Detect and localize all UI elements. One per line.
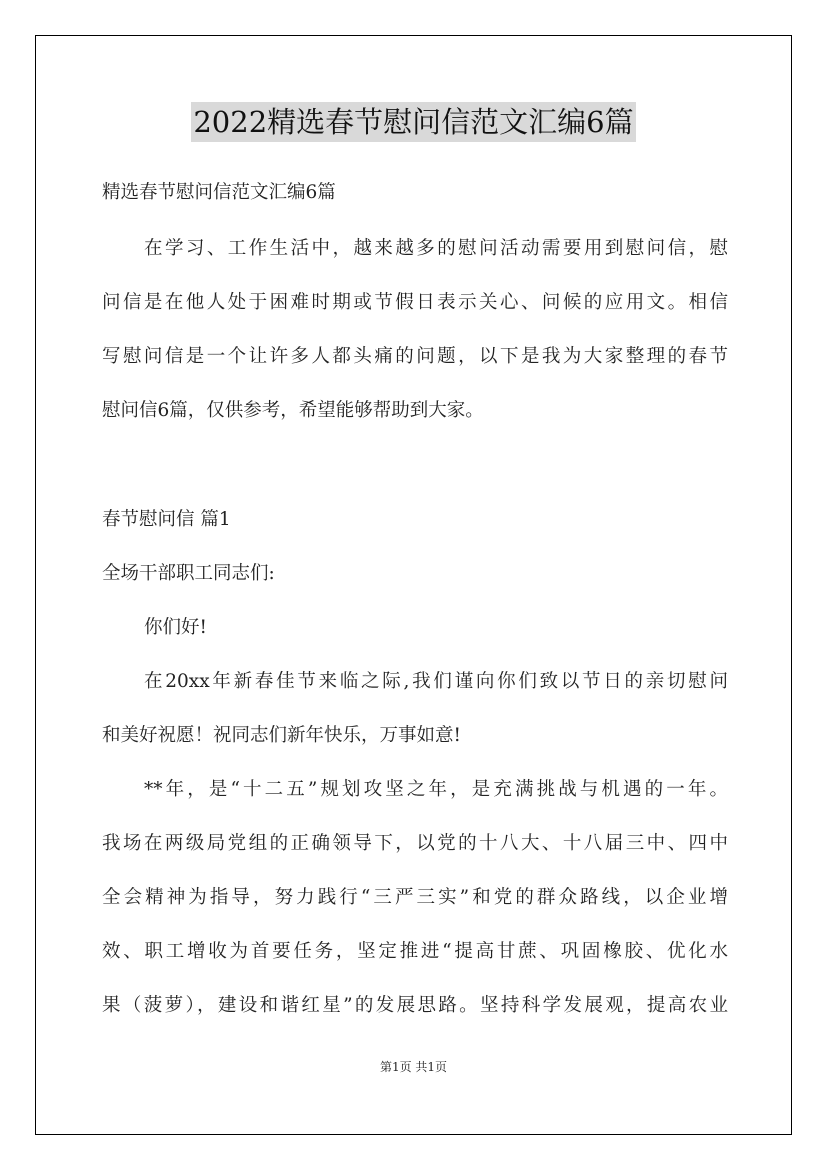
document-title: 2022精选春节慰问信范文汇编6篇	[191, 102, 635, 142]
intro-line-1: 在学习、工作生活中，越来越多的慰问活动需要用到慰问信，慰	[144, 238, 728, 259]
intro-line-2: 问信是在他人处于困难时期或节假日表示关心、问候的应用文。相信	[102, 292, 728, 313]
para2-line-5: 果（菠萝），建设和谐红星”的发展思路。坚持科学发展观，提高农业	[102, 995, 728, 1016]
para2-line-2: 我场在两级局党组的正确领导下，以党的十八大、十八届三中、四中	[102, 833, 728, 854]
intro-line-4: 慰问信6篇，仅供参考，希望能够帮助到大家。	[102, 400, 484, 421]
intro-line-3: 写慰问信是一个让许多人都头痛的问题，以下是我为大家整理的春节	[102, 346, 728, 367]
para2-line-4: 效、职工增收为首要任务，坚定推进“提高甘蔗、巩固橡胶、优化水	[102, 941, 728, 962]
page-footer: 第1页 共1页	[379, 1060, 448, 1074]
para1-line-2: 和美好祝愿！祝同志们新年快乐，万事如意!	[102, 725, 461, 746]
para1-line-1: 在20xx年新春佳节来临之际,我们谨向你们致以节日的亲切慰问	[144, 671, 728, 692]
section-heading: 春节慰问信 篇1	[102, 509, 231, 530]
salutation: 全场干部职工同志们:	[102, 563, 275, 584]
para2-line-1: **年，是“十二五”规划攻坚之年，是充满挑战与机遇的一年。	[144, 779, 728, 800]
para2-line-3: 全会精神为指导，努力践行“三严三实”和党的群众路线，以企业增	[102, 887, 728, 908]
greeting: 你们好!	[144, 617, 207, 638]
document-page	[35, 35, 792, 1135]
title-wrap	[36, 102, 791, 142]
subtitle: 精选春节慰问信范文汇编6篇	[102, 182, 336, 203]
